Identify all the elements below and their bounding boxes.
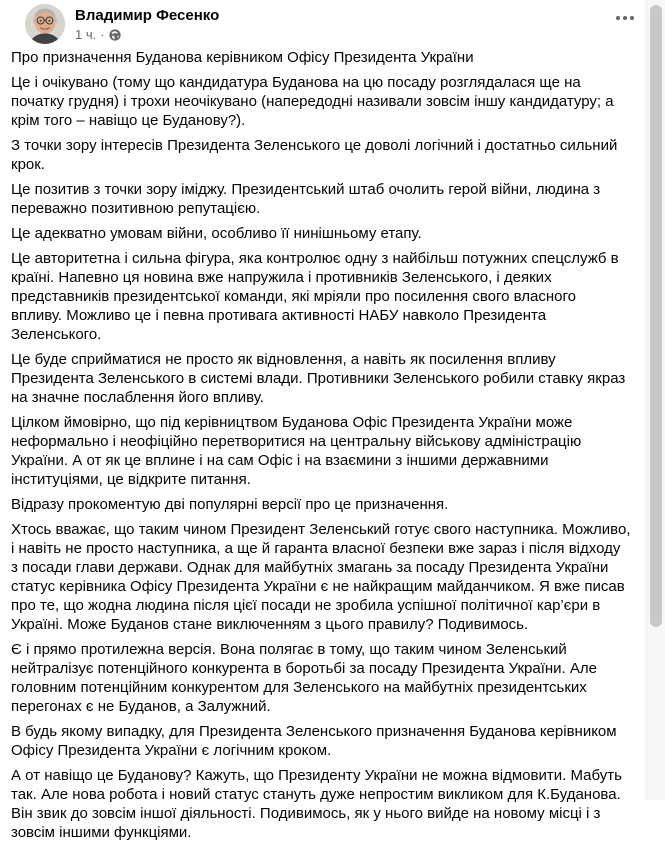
post-paragraph: З точки зору інтересів Президента Зеленського це доволі логічний і достатньо сильний крок. (11, 137, 618, 173)
post-meta (75, 27, 219, 43)
ellipsis-icon (616, 16, 620, 20)
timestamp[interactable]: 1 ч. (75, 27, 97, 42)
globe-icon (109, 29, 121, 41)
scrollbar-thumb[interactable] (650, 5, 662, 627)
post-paragraph: В будь якому випадку, для Президента Зеленського призначення Буданова керівником Офісу Президента України є логічним кроком. (11, 723, 617, 759)
post-paragraph: Про призначення Буданова керівником Офісу Президента України (11, 49, 474, 66)
post-header (0, 0, 665, 44)
scrollbar-track[interactable] (645, 0, 665, 800)
post-paragraph: Це і очікувано (тому що кандидатура Буданова на цю посаду розглядалася ще на початку грудня) і трохи неочікувано (напередодні називали зовсім іншу кандидатуру; а крім того – навіщо це Буданову?). (11, 74, 614, 129)
post-paragraph: Цілком ймовірно, що під керівництвом Буданова Офіс Президента України може неформально і неофіційно перетворитися на центральну військову адміністрацію України. А от як це вплине і на сам Офіс і на взаємини з іншими державними інституціями, це відкрите питання. (11, 414, 582, 488)
header-text (75, 4, 219, 43)
post-paragraph: А от навіщо це Буданову? Кажуть, що Президенту України не можна відмовити. Мабуть так. Але нова робота і новий статус стануть дуже непростим викликом для К.Буданова. Він звик до зовсім іншої діяльності. Подивимось, як у нього вийде на новому місці і з зовсім іншими функціями. (11, 767, 622, 841)
post-paragraph: Це авторитетна і сильна фігура, яка контролює одну з найбільш потужних спецслужб в країні. Напевно ця новина вже напружила і противників Зеленського, і деяких представників президентської команди, які мріяли про посилення свого власного впливу. Можливо це і певна противага активності НАБУ навколо Президента Зеленського. (11, 250, 619, 343)
avatar[interactable] (25, 4, 65, 44)
post-paragraph: Це адекватно умовам війни, особливо її нинішньому етапу. (11, 225, 422, 242)
post-paragraph: Це позитив з точки зору іміджу. Президентський штаб очолить герой війни, людина з переважно позитивною репутацією. (11, 181, 601, 217)
post-content (0, 44, 665, 842)
ellipsis-icon (623, 16, 627, 20)
meta-separator: · (100, 27, 105, 42)
more-options-button[interactable] (611, 6, 639, 30)
post-paragraph: Хтось вважає, що таким чином Президент Зеленський готує свого наступника. Можливо, і навіть не просто наступника, а ще й гаранта власної безпеки вже зараз і після відходу з посади глави держави. Однак для майбутніх змагань за посаду Президента України статус керівника Офісу Президента України є не найкращим майданчиком. Я вже писав про те, що жодна людина після цієї посади не зробила успішної політичної кар’єри в Україні. Може Буданов стане виключенням з цього правилу? Подивимось. (11, 521, 631, 633)
ellipsis-icon (630, 16, 634, 20)
avatar-photo (25, 4, 65, 44)
author-name[interactable]: Владимир Фесенко (75, 7, 220, 24)
post-paragraph: Це буде сприйматися не просто як відновлення, а навіть як посилення впливу Президента Зеленського в системі влади. Противники Зеленського робили ставку якраз на значне послаблення його впливу. (11, 351, 626, 406)
post-paragraph: Є і прямо протилежна версія. Вона полягає в тому, що таким чином Зеленський нейтралізує потенційного конкурента в боротьбі за посаду Президента України. Але головним потенційним конкурентом для Зеленського на майбутніх президентських перегонах є не Буданов, а Залужний. (11, 641, 597, 715)
post-paragraph: Відразу прокоментую дві популярні версії про це призначення. (11, 496, 449, 513)
